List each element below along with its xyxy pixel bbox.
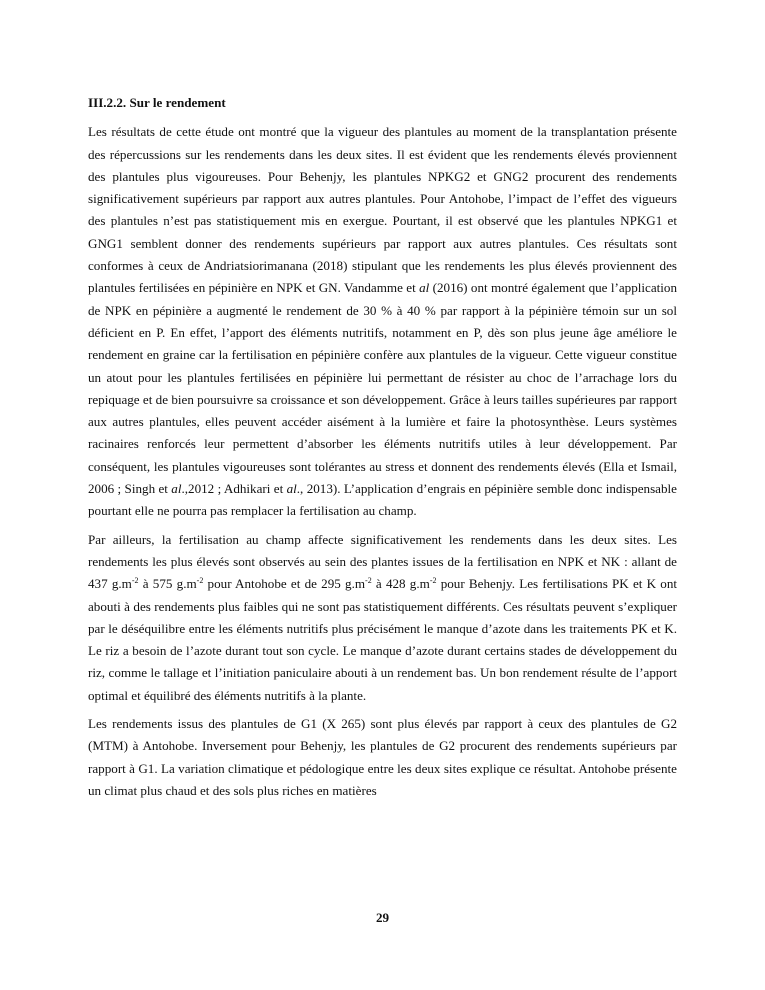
document-body (88, 92, 677, 808)
p1-text-b: (2016) ont montré également que l’application de NPK en pépinière a augmenté le rendement de 30 % à 40 % par rapport à la pépinière témoin sur un sol déficient en P. En effet, l’apport des éléments nutritifs, notamment en P, dès son plus jeune âge améliore le rendement en graine car la fertilisation en pépinière confère aux plantules de la vigueur. Cette vigueur constitue un atout pour les plantules fertilisées en pépinière lui permettant de résister au choc de l’arrachage lors du repiquage et de bien poursuivre sa croissance et son développement. Grâce à leurs tailles supérieures par rapport aux autres plantules, elles peuvent accéder aisément à la lumière et faire la photosynthèse. Leurs systèmes racinaires renforcés leur permettent d’absorber les éléments nutritifs utiles à leur développement. Par conséquent, les plantules vigoureuses sont tolérantes au stress et donnent des rendements élevés (Ella et Ismail, 2006 ; Singh et (88, 280, 678, 497)
p1-text-c: .,2012 ; Adhikari et (181, 481, 287, 497)
page-number: 29 (375, 910, 390, 925)
p1-text-a: Les résultats de cette étude ont montré que la vigueur des plantules au moment de la transplantation présente des répercussions sur les rendements dans les deux sites. Il est évident que les rendements élevés proviennent des plantules plus vigoureuses. Pour Behenjy, les plantules NPKG2 et GNG2 procurent des rendements significativement supérieurs par rapport aux autres plantules. Pour Antohobe, l’impact de l’effet des vigueurs des plantules n’est pas statistiquement mis en exergue. Pourtant, il est observé que les plantules NPKG1 et GNG1 semblent donner des rendements supérieurs par rapport aux autres plantules. Ces résultats sont conformes à ceux de Andriatsiorimanana (2018) stipulant que les rendements les plus élevés proviennent des plantules fertilisées en pépinière en NPK et GN. Vandamme et (88, 124, 677, 296)
p2-text-d: à 428 g.m (371, 576, 430, 592)
p2-exponent-2: -2 (196, 576, 204, 586)
paragraph-varietes: Les rendements issus des plantules de G1 (X 265) sont plus élevés par rapport à ceux des plantules de G2 (MTM) à Antohobe. Inversement pour Behenjy, les plantules de G2 procurent des rendements supérieurs par rapport à G1. La variation climatique et pédologique entre les deux sites explique ce résultat. Antohobe présente un climat plus chaud et des sols plus riches en matières (88, 716, 677, 798)
p2-text-e: pour Behenjy. Les fertilisations PK et K ont abouti à des rendements plus faibles qui ne sont pas statistiquement différents. Ces résultats peuvent s’expliquer par le déséquilibre entre les éléments nutritifs plus précisément le manque d’azote dans les traitements PK et K. Le riz a besoin de l’azote durant tout son cycle. Le manque d’azote durant certains stades de développement du riz, comme le tallage et l’initiation paniculaire abouti à un rendement bas. Un bon rendement résulte de l’apport optimal et équilibré des éléments nutritifs à la plante. (88, 576, 678, 703)
p1-text-d: ., 2013). L’application d’engrais en pépinière semble donc indispensable pourtant elle ne pourra pas remplacer la fertilisation au champ. (88, 481, 677, 519)
paragraph-vigueur (88, 121, 677, 522)
p2-exponent-3: -2 (365, 576, 372, 586)
paragraph-fertilisation (88, 529, 677, 707)
p2-exponent-4: -2 (429, 576, 437, 586)
p1-italic-al-1: al (419, 280, 430, 296)
p1-italic-al-3: al (286, 481, 297, 497)
p2-exponent-1: -2 (131, 576, 139, 586)
p1-italic-al-2: al (171, 481, 182, 497)
p2-text-a: Par ailleurs, la fertilisation au champ affecte significativement les rendements dans les deux sites. Les rendements les plus élevés sont observés au sein des plantes issues de la fertilisation en NPK et NK : allant de 437 g.m (88, 531, 677, 592)
section-heading: III.2.2. Sur le rendement (88, 95, 226, 110)
p2-text-b: à 575 g.m (138, 576, 197, 592)
p2-text-c: pour Antohobe et de 295 g.m (203, 576, 366, 592)
